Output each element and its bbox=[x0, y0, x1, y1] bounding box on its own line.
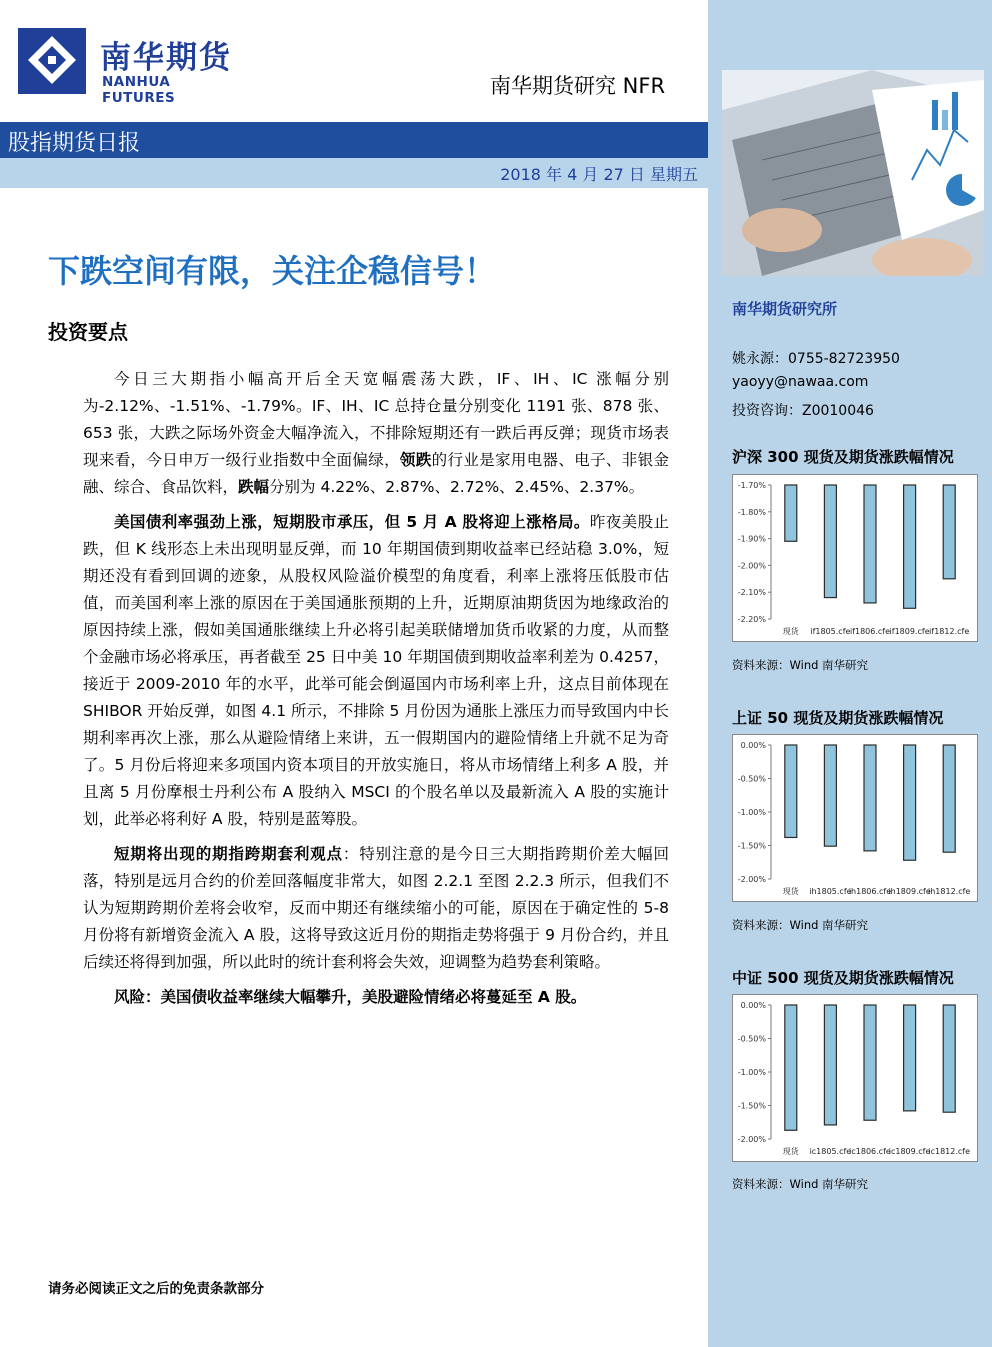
chart-1-y-tick-label: -2.00% bbox=[737, 561, 766, 571]
chart-1-bar-2 bbox=[824, 485, 836, 598]
chart-1-bar-1 bbox=[785, 485, 797, 541]
report-date: 2018 年 4 月 27 日 星期五 bbox=[500, 165, 698, 184]
chart-3-category-label-5: ic1812.cfe bbox=[928, 1147, 971, 1156]
chart-3-zz500 bbox=[732, 994, 978, 1162]
paragraph-4-run-1: 风险：美国债收益率继续大幅攀升，美股避险情绪必将蔓延至 A 股。 bbox=[114, 988, 587, 1006]
chart-2-sz50 bbox=[732, 734, 978, 902]
chart-2-title: 上证 50 现货及期货涨跌幅情况 bbox=[732, 709, 944, 727]
chart-1-y-tick-label: -1.70% bbox=[737, 481, 766, 490]
chart-3-category-label-1: 现货 bbox=[782, 1147, 799, 1156]
chart-1-bar-5 bbox=[943, 485, 955, 579]
logo-english-name: NANHUA FUTURES bbox=[102, 74, 176, 106]
paragraph-3-run-1: 短期将出现的期指跨期套利观点 bbox=[114, 845, 343, 863]
nanhua-logo-icon bbox=[18, 28, 86, 94]
chart-1-svg bbox=[733, 475, 977, 641]
chart-1-hs300 bbox=[732, 474, 978, 642]
date-bar bbox=[0, 158, 708, 188]
report-type: 股指期货日报 bbox=[8, 131, 141, 156]
analyst-email: yaoyy@nawaa.com bbox=[732, 374, 869, 390]
paragraph-1-run-2: 领跌 bbox=[399, 451, 432, 469]
chart-2-category-label-3: ih1806.cfe bbox=[848, 887, 892, 896]
chart-1-category-label-5: if1812.cfe bbox=[929, 627, 970, 636]
section-title: 投资要点 bbox=[48, 320, 128, 344]
report-type-bar bbox=[0, 122, 708, 158]
chart-3-bar-2 bbox=[824, 1005, 836, 1125]
chart-1-title: 沪深 300 现货及期货涨跌幅情况 bbox=[732, 448, 954, 466]
chart-1-y-tick-label: -2.10% bbox=[737, 588, 766, 598]
company-logo bbox=[18, 28, 238, 106]
chart-3-category-label-2: ic1805.cfe bbox=[809, 1147, 852, 1156]
chart-3-title: 中证 500 现货及期货涨跌幅情况 bbox=[732, 969, 954, 987]
logo-chinese-name: 南华期货 bbox=[100, 40, 232, 76]
chart-2-y-tick-label: 0.00% bbox=[740, 741, 766, 750]
chart-2-svg bbox=[733, 735, 977, 901]
chart-1-category-label-2: if1805.cfe bbox=[810, 627, 851, 636]
chart-1-y-tick-label: -2.20% bbox=[737, 615, 766, 624]
chart-1-bar-3 bbox=[864, 485, 876, 603]
chart-3-svg bbox=[733, 995, 977, 1161]
paragraph-1-run-5: 分别为 4.22%、2.87%、2.72%、2.45%、2.37%。 bbox=[269, 478, 645, 496]
chart-2-source: 资料来源：Wind 南华研究 bbox=[732, 918, 869, 932]
chart-2-y-tick-label: -1.00% bbox=[737, 808, 766, 817]
chart-2-bar-3 bbox=[864, 745, 876, 851]
paragraph-1-run-4: 跌幅 bbox=[238, 478, 270, 496]
chart-2-y-tick-label: -2.00% bbox=[737, 875, 766, 884]
chart-2-bar-4 bbox=[904, 745, 916, 860]
chart-3-bar-5 bbox=[943, 1005, 955, 1112]
chart-3-category-label-4: ic1809.cfe bbox=[888, 1147, 931, 1156]
chart-1-category-label-4: if1809.cfe bbox=[889, 627, 930, 636]
chart-3-y-tick-label: 0.00% bbox=[740, 1001, 766, 1010]
chart-2-category-label-1: 现货 bbox=[782, 887, 799, 896]
analyst-license: 投资咨询：Z0010046 bbox=[732, 403, 874, 419]
analyst-phone: 姚永源：0755-82723950 bbox=[732, 351, 900, 367]
paragraph-3 bbox=[83, 841, 669, 976]
chart-2-bar-5 bbox=[943, 745, 955, 852]
chart-2-category-label-2: ih1805.cfe bbox=[809, 887, 852, 896]
paragraph-2 bbox=[83, 509, 669, 833]
chart-3-y-tick-label: -2.00% bbox=[737, 1135, 766, 1144]
paragraph-2-run-1: 美国债利率强劲上涨，短期股市承压，但 5 月 A 股将迎上涨格局。 bbox=[114, 513, 590, 531]
institute-name: 南华期货研究所 bbox=[732, 300, 838, 318]
paragraph-3-run-2: ：特别注意的是今日三大期指跨期价差大幅回落，特别是远月合约的价差回落幅度非常大，如图 2.2.1 至图 2.2.3 所示，但我们不认为短期跨期价差将会收窄，反而中期还有继续缩小的可能，原因在于确定性的 5-8 月份将有新增资金流入 A 股，这将导致这近月份的期指走势将强于 9 月份合约，并且后续还将得到加强，所以此时的统计套利将会失效，迎调整为趋势套利策略。 bbox=[83, 845, 669, 971]
chart-1-y-tick-label: -1.90% bbox=[737, 534, 766, 544]
chart-1-category-label-3: if1806.cfe bbox=[849, 627, 891, 636]
chart-1-y-tick-label: -1.80% bbox=[737, 507, 766, 517]
disclaimer-note: 请务必阅读正文之后的免责条款部分 bbox=[48, 1281, 264, 1297]
chart-1-category-label-1: 现货 bbox=[782, 627, 799, 636]
chart-3-bar-3 bbox=[864, 1005, 876, 1120]
body-text bbox=[83, 366, 669, 1019]
chart-3-bar-1 bbox=[785, 1005, 797, 1130]
chart-3-y-tick-label: -0.50% bbox=[737, 1034, 766, 1044]
paragraph-4 bbox=[83, 984, 669, 1011]
chart-3-y-tick-label: -1.00% bbox=[737, 1068, 766, 1077]
chart-2-category-label-5: ih1812.cfe bbox=[928, 887, 971, 896]
org-header: 南华期货研究 NFR bbox=[490, 74, 666, 98]
paragraph-1-run-1: 今日三大期指小幅高开后全天宽幅震荡大跌，IF、IH、IC 涨幅分别为-2.12%、-1.51%、-1.79%。IF、IH、IC 总持仓量分别变化 1191 张、878 张、653 张，大跌之际场外资金大幅净流入，不排除短期还有一跌后再反弹；现货市场表现来看，今日申万一级行业指数中全面偏绿， bbox=[83, 370, 669, 469]
chart-1-bar-4 bbox=[904, 485, 916, 608]
paragraph-2-run-2: 昨夜美股止跌，但 K 线形态上未出现明显反弹，而 10 年期国债到期收益率已经站稳 3.0%，短期还没有看到回调的迹象，从股权风险溢价模型的角度看，利率上涨将压低股市估值，而美国利率上涨的原因在于美国通胀预期的上升，近期原油期货因为地缘政治的原因持续上涨，假如美国通胀继续上升必将引起美联储增加货币收紧的力度，从而整个金融市场必将承压，再者截至 25 日中美 10 年期国债到期收益率利差为 0.4257，接近于 2009-2010 年的水平，此举可能会倒逼国内市场利率上升，这点目前体现在 SHIBOR 开始反弹，如图 4.1 所示，不排除 5 月份因为通胀上涨压力而导致国内中长期利率再次上涨，那么从避险情绪上来讲，五一假期国内的避险情绪上升就不足为奇了。5 月份后将迎来多项国内资本项目的开放实施日，将从市场情绪上利多 A 股，并且离 5 月份摩根士丹利公布 A 股纳入 MSCI 的个股名单以及最新流入 A 股的实施计划，此举必将利好 A 股，特别是蓝筹股。 bbox=[83, 513, 669, 828]
chart-2-bar-2 bbox=[824, 745, 836, 846]
paragraph-1 bbox=[83, 366, 669, 501]
paragraph-1-run-3: 的行业是家用电器、电子、非银金融、综合、食品饮料， bbox=[83, 451, 669, 496]
chart-3-bar-4 bbox=[904, 1005, 916, 1111]
chart-1-source: 资料来源：Wind 南华研究 bbox=[732, 658, 869, 672]
laptop-chart-illustration-icon bbox=[722, 70, 984, 276]
chart-2-y-tick-label: -1.50% bbox=[737, 841, 766, 851]
headline: 下跌空间有限，关注企稳信号！ bbox=[48, 252, 497, 290]
hero-image bbox=[722, 70, 984, 276]
chart-2-bar-1 bbox=[785, 745, 797, 837]
chart-2-category-label-4: ih1809.cfe bbox=[888, 887, 931, 896]
chart-3-source: 资料来源：Wind 南华研究 bbox=[732, 1177, 869, 1191]
chart-3-y-tick-label: -1.50% bbox=[737, 1101, 766, 1111]
chart-2-y-tick-label: -0.50% bbox=[737, 774, 766, 784]
chart-3-category-label-3: ic1806.cfe bbox=[849, 1147, 891, 1156]
